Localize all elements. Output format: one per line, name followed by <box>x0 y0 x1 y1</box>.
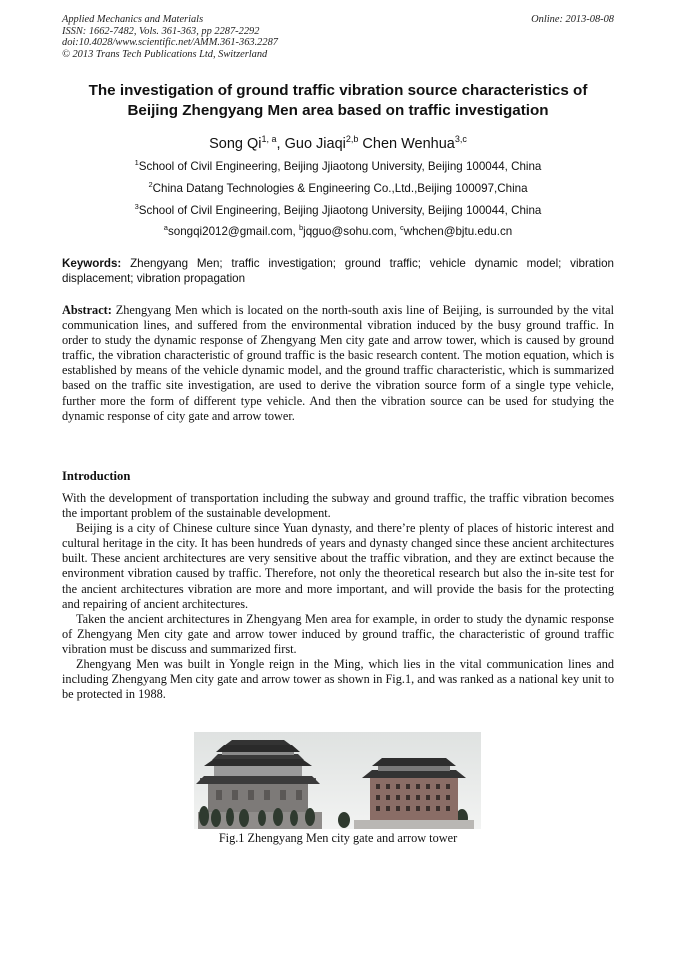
author-sup: 1, a <box>261 134 277 144</box>
author-name: Guo Jiaqi <box>284 135 346 152</box>
email-sup: a <box>163 223 168 232</box>
keywords-text: Zhengyang Men; traffic investigation; ground traffic; vehicle dynamic model; vibration displacement; vibration propagation <box>62 257 614 285</box>
affiliation <box>62 156 614 174</box>
doi-line: doi:10.4028/www.scientific.net/AMM.361-363.2287 <box>62 37 278 49</box>
paragraph: With the development of transportation including the subway and ground traffic, the traffic vibration becomes the important problem of the sustainable development. <box>62 491 614 521</box>
keywords-label: Keywords: <box>62 257 122 270</box>
abstract <box>62 303 614 424</box>
email-sup: c <box>399 223 404 232</box>
journal-header <box>62 14 614 60</box>
abstract-label: Abstract: <box>62 303 112 317</box>
email-text: whchen@bjtu.edu.cn <box>403 224 513 238</box>
introduction-heading: Introduction <box>62 469 131 483</box>
affiliation-sup: 3 <box>134 202 139 211</box>
figure-photo <box>194 732 481 829</box>
email-text: jqguo@sohu.com, <box>303 224 400 238</box>
affiliation-text: School of Civil Engineering, Beijing Jjiaotong University, Beijing 100044, China <box>138 159 542 173</box>
keywords <box>62 256 614 286</box>
issn-line: ISSN: 1662-7482, Vols. 361-363, pp 2287-2292 <box>62 25 260 37</box>
figure-caption: Fig.1 Zhengyang Men city gate and arrow tower <box>218 831 458 845</box>
paragraph: Taken the ancient architectures in Zhengyang Men area for example, in order to study the dynamic response of Zhengyang Men city gate and arrow tower induced by ground traffic, the characteristic of ground traffic vibration must be discuss and summarized first. <box>62 611 614 656</box>
affiliation-sup: 2 <box>148 180 153 189</box>
online-date: Online: 2013-08-08 <box>531 14 614 25</box>
author-name: Chen Wenhua <box>362 135 455 152</box>
author-sup: 3,c <box>454 134 467 144</box>
author-list: Song Qi$^{1, a}$, Guo Jiaqi$^{2,b}$ Chen Wenhua$^{3,c}$ <box>209 134 467 152</box>
email-list <box>62 221 614 239</box>
author-sup: 2,b <box>345 134 359 144</box>
affiliation <box>62 178 614 196</box>
affiliation <box>62 200 614 218</box>
copyright-line: © 2013 Trans Tech Publications Ltd, Switzerland <box>62 48 268 60</box>
journal-name: Applied Mechanics and Materials <box>62 14 204 25</box>
affiliation-text: School of Civil Engineering, Beijing Jjiaotong University, Beijing 100044, China <box>138 203 542 217</box>
abstract-text: Zhengyang Men which is located on the north-south axis line of Beijing, is surrounded by the vital communication lines, and suffered from the environmental vibration induced by the busy ground traffic. In order to study the dynamic response of Zhengyang Men city gate and arrow tower, which is caused by ground traffic, the vibration characteristic of ground traffic is the basic research content. The motion equation, which is established by means of the vehicle dynamic model, and the ground traffic characteristic, which is summarized based on the traffic site investigation, are used to derive the vibration source form of a single type vehicle, further more the form of different type vehicle. And then the vibration source can be used for studying the dynamic response of city gate and arrow tower. <box>62 303 615 423</box>
author-name: Song Qi <box>209 135 262 152</box>
paragraph: Beijing is a city of Chinese culture since Yuan dynasty, and there’re plenty of places of historic interest and cultural heritage in the city. It has been hundreds of years and dynasty changed since these ancient architectures built. These ancient architectures are very sensitive about the traffic vibration, and they are extinct because the environment vibration caused by traffic. Therefore, not only the theoretical research but also the in-site test for the ancient architectures vibration are more and more important, and will provide the basis for the protecting and repairing of ancient architectures. <box>62 521 614 611</box>
email-text: songqi2012@gmail.com, <box>167 224 299 238</box>
email-sup: b <box>298 223 304 232</box>
city-gate-photo <box>194 732 481 829</box>
paragraph: Zhengyang Men was built in Yongle reign in the Ming, which lies in the vital communication lines and including Zhengyang Men city gate and arrow tower as shown in Fig.1, and was ranked as a national key unit to be protected in 1988. <box>62 657 614 702</box>
affiliation-text: China Datang Technologies & Engineering Co.,Ltd.,Beijing 100097,China <box>152 181 528 195</box>
affiliation-sup: 1 <box>134 158 139 167</box>
paper-title: The investigation of ground traffic vibration source characteristics of Beijing Zhengyang Men area based on traffic investigation <box>88 82 588 119</box>
introduction-body <box>62 491 614 702</box>
